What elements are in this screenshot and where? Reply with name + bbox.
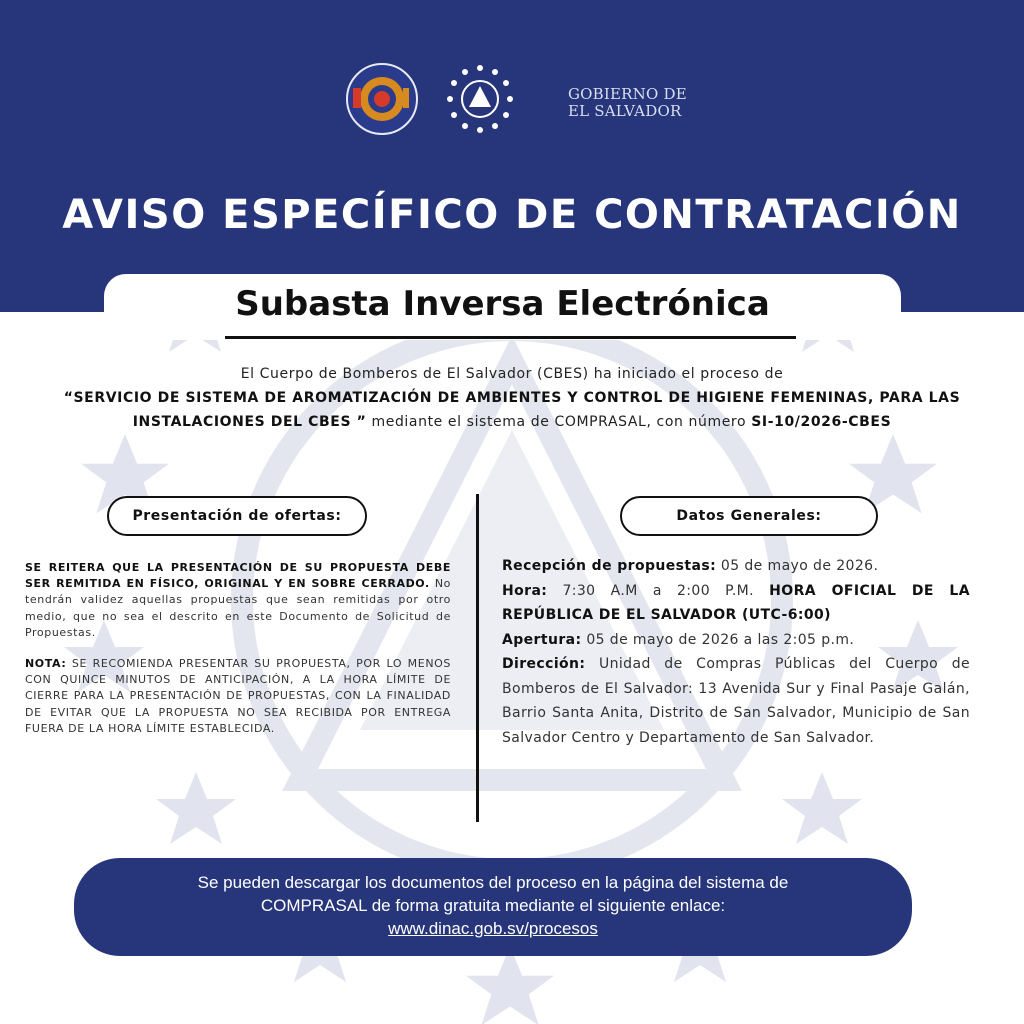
page-title: AVISO ESPECÍFICO DE CONTRATACIÓN bbox=[62, 192, 962, 238]
intro-line: El Cuerpo de Bomberos de El Salvador (CBES) ha iniciado el proceso de bbox=[240, 366, 784, 382]
time-value: 7:30 A.M a 2:00 P.M. bbox=[547, 582, 770, 599]
cbes-emblem-icon bbox=[345, 62, 419, 136]
subtitle-underline bbox=[225, 336, 796, 339]
address-value: Unidad de Compras Públicas del Cuerpo de Bomberos de El Salvador: 13 Avenida Sur y Final Pasaje Galán, Barrio Santa Anita, Distrito de San Salvador, Municipio de San Salvador Centro y Departamento de San Salvador. bbox=[502, 656, 970, 746]
opening-row bbox=[502, 628, 970, 653]
offers-reiteration-rest: No tendrán validez aquellas propuestas que sean remitidas por otro medio, que no sea el descrito en este Documento de Solicitud de Propuestas. bbox=[25, 577, 451, 639]
offers-section bbox=[25, 560, 451, 752]
download-banner bbox=[74, 858, 912, 956]
time-official: HORA OFICIAL DE LA REPÚBLICA DE EL SALVADOR (UTC-6:00) bbox=[502, 582, 970, 623]
general-heading: Datos Generales: bbox=[620, 496, 878, 536]
reception-label: Recepción de propuestas: bbox=[502, 558, 717, 574]
government-line-1: GOBIERNO DE bbox=[568, 85, 687, 103]
government-wordmark bbox=[568, 86, 687, 120]
download-link[interactable]: www.dinac.gob.sv/procesos bbox=[388, 919, 598, 938]
national-coat-of-arms-icon bbox=[443, 62, 517, 136]
address-label: Dirección: bbox=[502, 656, 586, 672]
time-row bbox=[502, 579, 970, 628]
logo-row bbox=[0, 62, 1024, 136]
opening-label: Apertura: bbox=[502, 631, 582, 648]
note-text: SE RECOMIENDA PRESENTAR SU PROPUESTA, POR LO MENOS CON QUINCE MINUTOS DE ANTICIPACIÓN, A LA HORA LÍMITE DE CIERRE PARA LA PRESENTACIÓN DE PROPUESTAS, CON LA FINALIDAD DE EVITAR QUE LA PROPUESTA NO SEA RECIBIDA POR ENTREGA FUERA DE LA HORA LÍMITE ESTABLECIDA. bbox=[25, 657, 451, 735]
reception-value: 05 de mayo de 2026. bbox=[716, 558, 879, 574]
intro-paragraph bbox=[20, 362, 1004, 434]
offers-heading: Presentación de ofertas: bbox=[107, 496, 367, 536]
footer-line-1: Se pueden descargar los documentos del proceso en la página del sistema de bbox=[197, 873, 789, 892]
government-line-2: EL SALVADOR bbox=[568, 102, 682, 120]
general-section bbox=[502, 554, 970, 750]
offers-reiteration-bold: SE REITERA QUE LA PRESENTACIÓN DE SU PROPUESTA DEBE SER REMITIDA EN FÍSICO, ORIGINAL Y EN SOBRE CERRADO. bbox=[25, 561, 451, 591]
process-number: SI-10/2026-CBES bbox=[751, 414, 892, 430]
page-subtitle: Subasta Inversa Electrónica bbox=[235, 284, 770, 324]
intro-via-text: mediante el sistema de COMPRASAL, con número bbox=[366, 414, 752, 430]
offers-note bbox=[25, 656, 451, 737]
time-label: Hora: bbox=[502, 582, 548, 599]
offers-reiteration bbox=[25, 560, 451, 641]
service-name: “SERVICIO DE SISTEMA DE AROMATIZACIÓN DE AMBIENTES Y CONTROL DE HIGIENE FEMENINAS, PARA LAS INSTALACIONES DEL CBES ” bbox=[63, 390, 961, 430]
reception-row bbox=[502, 554, 970, 579]
address-row bbox=[502, 652, 970, 750]
note-label: NOTA: bbox=[25, 657, 67, 671]
column-divider bbox=[476, 494, 479, 822]
footer-line-2: COMPRASAL de forma gratuita mediante el siguiente enlace: bbox=[260, 896, 726, 915]
opening-value: 05 de mayo de 2026 a las 2:05 p.m. bbox=[581, 631, 855, 648]
